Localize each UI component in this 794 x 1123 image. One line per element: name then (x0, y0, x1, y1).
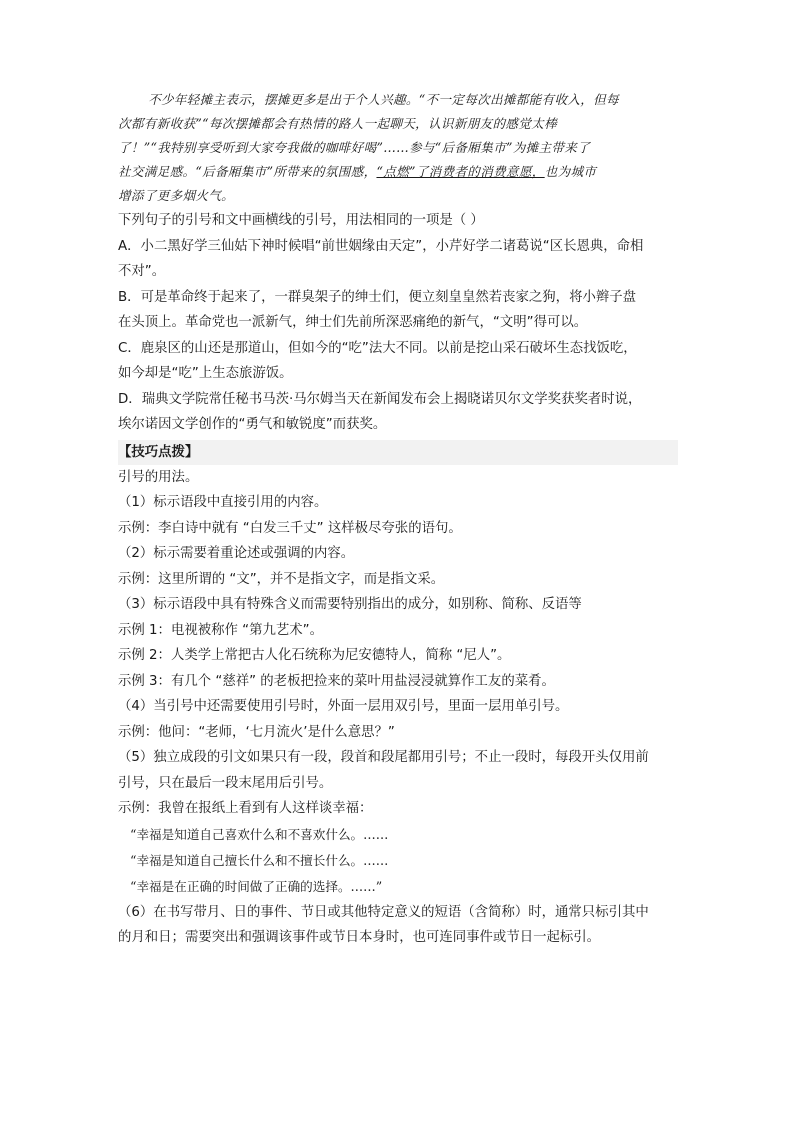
option-c-line2: 如今却是“吃”上生态旅游饭。 (118, 366, 293, 381)
option-c-line1: C．鹿泉区的山还是那道山，但如今的“吃”法大不同。以前是挖山采石破坏生态找饭吃， (118, 340, 637, 356)
rule-6-line2: 的月和日；需要突出和强调该事件或节日本身时，也可连同事件或节日一起标引。 (118, 930, 601, 945)
passage-text: 次都有新收获”“每次摆摊都会有热情的路人一起聊天，认识新朋友的感觉太棒 (118, 116, 557, 131)
reading-passage (118, 88, 678, 208)
option-a-line2: 不对”。 (118, 264, 166, 279)
tips-intro: 引号的用法。 (118, 469, 199, 485)
rule-1: （1）标示语段中直接引用的内容。 (118, 495, 328, 510)
passage-text: 不少年轻摊主表示，摆摊更多是出于个人兴趣。“不一定每次出摊都能有收入，但每 (148, 92, 619, 107)
passage-line (118, 136, 678, 160)
quote-paragraph-2: “幸福是知道自己擅长什么和不擅长什么。…… (130, 852, 389, 868)
quote-paragraph-3: “幸福是在正确的时间做了正确的选择。……” (130, 878, 383, 894)
passage-line (118, 160, 678, 184)
question-stem: 下列句子的引号和文中画横线的引号，用法相同的一项是（ ） (118, 213, 484, 228)
rule-3-example-1: 示例 1：电视被称作 “第九艺术”。 (118, 622, 323, 638)
rule-2: （2）标示需要着重论述或强调的内容。 (118, 546, 355, 561)
passage-line (118, 184, 678, 208)
document-page (118, 88, 678, 951)
rule-3-example-3: 示例 3：有几个 “慈祥” 的老板把捡来的菜叶用盐浸浸就算作工友的菜肴。 (118, 673, 555, 689)
quote-paragraph-1: “幸福是知道自己喜欢什么和不喜欢什么。…… (130, 826, 389, 842)
question-block (118, 208, 678, 438)
rule-6-line1: （6）在书写带月、日的事件、节日或其他特定意义的短语（含简称）时，通常只标引其中 (118, 904, 649, 920)
passage-text: 社交满足感。“后备厢集市”所带来的氛围感， (118, 164, 377, 179)
option-a-line1: A．小二黑好学三仙姑下神时候唱“前世姻缘由天定”，小芹好学二诸葛说“区长恩典，命相 (118, 238, 644, 254)
rule-4: （4）当引号中还需要使用引号时，外面一层用双引号，里面一层用单引号。 (118, 699, 569, 714)
passage-line (118, 112, 678, 136)
rule-3-example-2: 示例 2：人类学上常把古人化石统称为尼安德特人，简称 “尼人”。 (118, 648, 511, 663)
passage-text: 也为城市 (544, 164, 597, 179)
tips-block (118, 465, 678, 951)
rule-5-line1: （5）独立成段的引文如果只有一段，段首和段尾都用引号；不止一段时，每段开头仅用前 (118, 750, 649, 765)
rule-1-example: 示例：李白诗中就有 “白发三千丈” 这样极尽夸张的语句。 (118, 520, 462, 536)
passage-text: 增添了更多烟火气。 (118, 188, 235, 203)
tips-heading: 【技巧点拨】 (118, 440, 678, 465)
rule-3: （3）标示语段中具有特殊含义而需要特别指出的成分，如别称、简称、反语等 (118, 597, 582, 612)
rule-4-example: 示例：他问：“老师，‘七月流火’是什么意思？” (118, 724, 395, 740)
rule-5-example: 示例：我曾在报纸上看到有人这样谈幸福： (118, 801, 373, 816)
rule-5-line2: 引号，只在最后一段末尾用后引号。 (118, 775, 333, 791)
rule-2-example: 示例：这里所谓的 “文”，并不是指文字，而是指文采。 (118, 571, 445, 587)
option-d-line2: 埃尔诺因文学创作的“勇气和敏锐度”而获奖。 (118, 417, 387, 432)
option-b-line1: B．可是革命终于起来了，一群臭架子的绅士们，便立刻皇皇然若丧家之狗，将小辫子盘 (118, 289, 637, 305)
option-d-line1: D．瑞典文学院常任秘书马茨·马尔姆当天在新闻发布会上揭晓诺贝尔文学奖获奖者时说， (118, 391, 642, 407)
passage-line (118, 88, 678, 112)
option-b-line2: 在头顶上。革命党也一派新气，绅士们先前所深恶痛绝的新气，“文明”得可以。 (118, 315, 588, 330)
passage-text: 了！”“我特别享受听到大家夸我做的咖啡好喝”……参与“后备厢集市”为摊主带来了 (118, 140, 591, 155)
underlined-quote: “点燃”了消费者的消费意愿， (376, 164, 545, 179)
